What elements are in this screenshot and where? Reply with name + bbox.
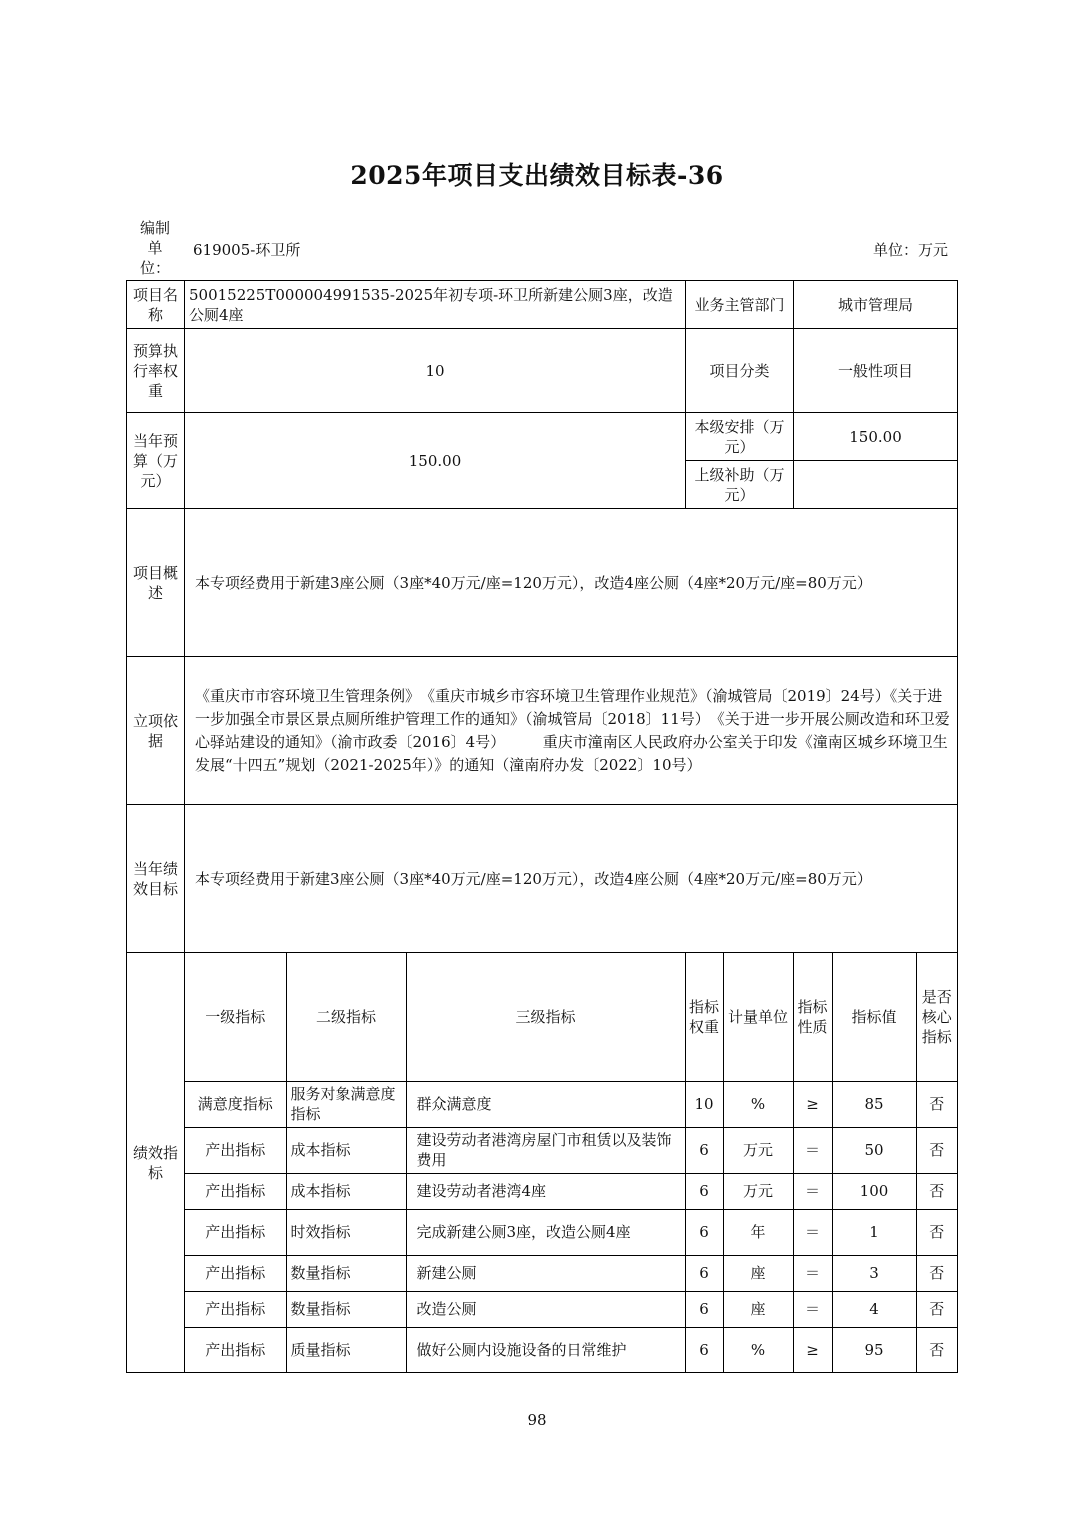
indicator-core: 否	[916, 1291, 957, 1327]
indicator-level2: 质量指标	[286, 1327, 406, 1372]
indicator-level1: 产出指标	[185, 1127, 286, 1173]
page-title: 2025年项目支出绩效目标表-36	[350, 161, 724, 190]
indicator-table	[185, 953, 957, 1372]
indicator-nature: ＝	[793, 1173, 832, 1209]
indicator-level2: 成本指标	[286, 1173, 406, 1209]
dept-label: 业务主管部门	[686, 281, 794, 329]
indicator-level3: 做好公厕内设施设备的日常维护	[406, 1327, 685, 1372]
indicator-unit: 万元	[723, 1173, 793, 1209]
indicator-level3: 改造公厕	[406, 1291, 685, 1327]
indicator-core: 否	[916, 1327, 957, 1372]
indicator-core: 否	[916, 1081, 957, 1127]
indicators-label: 绩效指标	[127, 953, 185, 1373]
indicator-unit: 座	[723, 1255, 793, 1291]
upper-label: 上级补助（万元）	[686, 461, 794, 509]
dept-value: 城市管理局	[794, 281, 958, 329]
basis-label: 立项依据	[127, 657, 185, 805]
header-level2: 二级指标	[286, 953, 406, 1081]
header-level1: 一级指标	[185, 953, 286, 1081]
header-core: 是否核心指标	[916, 953, 957, 1081]
indicator-unit: 万元	[723, 1127, 793, 1173]
indicator-nature: ＝	[793, 1291, 832, 1327]
indicator-unit: %	[723, 1081, 793, 1127]
indicator-unit: 座	[723, 1291, 793, 1327]
indicator-level3: 建设劳动者港湾房屋门市租赁以及装饰费用	[406, 1127, 685, 1173]
indicator-level1: 产出指标	[185, 1327, 286, 1372]
indicator-value: 3	[832, 1255, 916, 1291]
indicator-core: 否	[916, 1127, 957, 1173]
indicator-value: 95	[832, 1327, 916, 1372]
indicator-level3: 完成新建公厕3座，改造公厕4座	[406, 1209, 685, 1255]
indicator-level2: 服务对象满意度指标	[286, 1081, 406, 1127]
page-number: 98	[527, 1411, 547, 1429]
indicator-level3: 群众满意度	[406, 1081, 685, 1127]
indicator-nature: ≥	[793, 1327, 832, 1372]
indicator-value: 1	[832, 1209, 916, 1255]
indicator-header-row	[185, 953, 957, 1081]
performance-table	[126, 280, 958, 1373]
budget-weight-value: 10	[185, 329, 686, 413]
table-row	[185, 1255, 957, 1291]
header-nature: 指标性质	[793, 953, 832, 1081]
table-row	[185, 1173, 957, 1209]
indicator-weight: 6	[685, 1127, 723, 1173]
category-label: 项目分类	[686, 329, 794, 413]
table-row	[185, 1327, 957, 1372]
table-row	[185, 1127, 957, 1173]
indicator-level2: 数量指标	[286, 1291, 406, 1327]
header-weight: 指标权重	[685, 953, 723, 1081]
indicator-level3: 新建公厕	[406, 1255, 685, 1291]
indicator-level2: 时效指标	[286, 1209, 406, 1255]
indicator-weight: 6	[685, 1255, 723, 1291]
indicator-weight: 10	[685, 1081, 723, 1127]
overview-value: 本专项经费用于新建3座公厕（3座*40万元/座=120万元），改造4座公厕（4座*20万元/座=80万元）	[185, 509, 958, 657]
indicator-level3: 建设劳动者港湾4座	[406, 1173, 685, 1209]
goal-value: 本专项经费用于新建3座公厕（3座*40万元/座=120万元），改造4座公厕（4座*20万元/座=80万元）	[185, 805, 958, 953]
indicator-core: 否	[916, 1255, 957, 1291]
indicator-unit: 年	[723, 1209, 793, 1255]
indicator-weight: 6	[685, 1291, 723, 1327]
indicator-value: 100	[832, 1173, 916, 1209]
overview-label: 项目概述	[127, 509, 185, 657]
indicator-nature: ≥	[793, 1081, 832, 1127]
indicator-level1: 满意度指标	[185, 1081, 286, 1127]
indicator-unit: %	[723, 1327, 793, 1372]
indicator-level2: 成本指标	[286, 1127, 406, 1173]
upper-value	[794, 461, 958, 509]
indicator-nature: ＝	[793, 1127, 832, 1173]
indicator-weight: 6	[685, 1327, 723, 1372]
org-value: 619005-环卫所	[193, 241, 301, 259]
indicator-value: 50	[832, 1127, 916, 1173]
org-label: 编制单位：	[139, 219, 170, 277]
indicator-level1: 产出指标	[185, 1173, 286, 1209]
goal-label: 当年绩效目标	[127, 805, 185, 953]
indicator-core: 否	[916, 1173, 957, 1209]
indicator-level2: 数量指标	[286, 1255, 406, 1291]
header-level3: 三级指标	[406, 953, 685, 1081]
indicator-weight: 6	[685, 1209, 723, 1255]
budget-weight-label: 预算执行率权重	[127, 329, 185, 413]
unit-label: 单位：万元	[872, 241, 948, 259]
annual-budget-label: 当年预算（万元）	[127, 413, 185, 509]
table-row	[185, 1081, 957, 1127]
basis-value: 《重庆市市容环境卫生管理条例》 《重庆市城乡市容环境卫生管理作业规范》（渝城管局〔2019〕24号）《关于进一步加强全市景区景点厕所维护管理工作的通知》（渝城管局〔2018〕11号） 《关于进一步开展公厕改造和环卫爱心驿站建设的通知》（渝市政委〔2016〕4号） 重庆市潼南区人民政府办公室关于印发《潼南区城乡环境卫生发展“十四五”规划（2021-2025年）》的通知（潼南府办发〔2022〕10号）	[185, 657, 958, 805]
table-row	[185, 1209, 957, 1255]
indicator-value: 85	[832, 1081, 916, 1127]
indicator-level1: 产出指标	[185, 1209, 286, 1255]
local-label: 本级安排（万元）	[686, 413, 794, 461]
local-value: 150.00	[794, 413, 958, 461]
indicator-nature: ＝	[793, 1255, 832, 1291]
project-name-label: 项目名称	[127, 281, 185, 329]
project-name-value: 50015225T000004991535-2025年初专项-环卫所新建公厕3座，改造公厕4座	[185, 281, 686, 329]
indicator-level1: 产出指标	[185, 1255, 286, 1291]
indicator-value: 4	[832, 1291, 916, 1327]
annual-budget-value: 150.00	[185, 413, 686, 509]
category-value: 一般性项目	[794, 329, 958, 413]
indicator-core: 否	[916, 1209, 957, 1255]
indicator-nature: ＝	[793, 1209, 832, 1255]
indicator-level1: 产出指标	[185, 1291, 286, 1327]
indicator-weight: 6	[685, 1173, 723, 1209]
header-value: 指标值	[832, 953, 916, 1081]
table-row	[185, 1291, 957, 1327]
header-unit: 计量单位	[723, 953, 793, 1081]
